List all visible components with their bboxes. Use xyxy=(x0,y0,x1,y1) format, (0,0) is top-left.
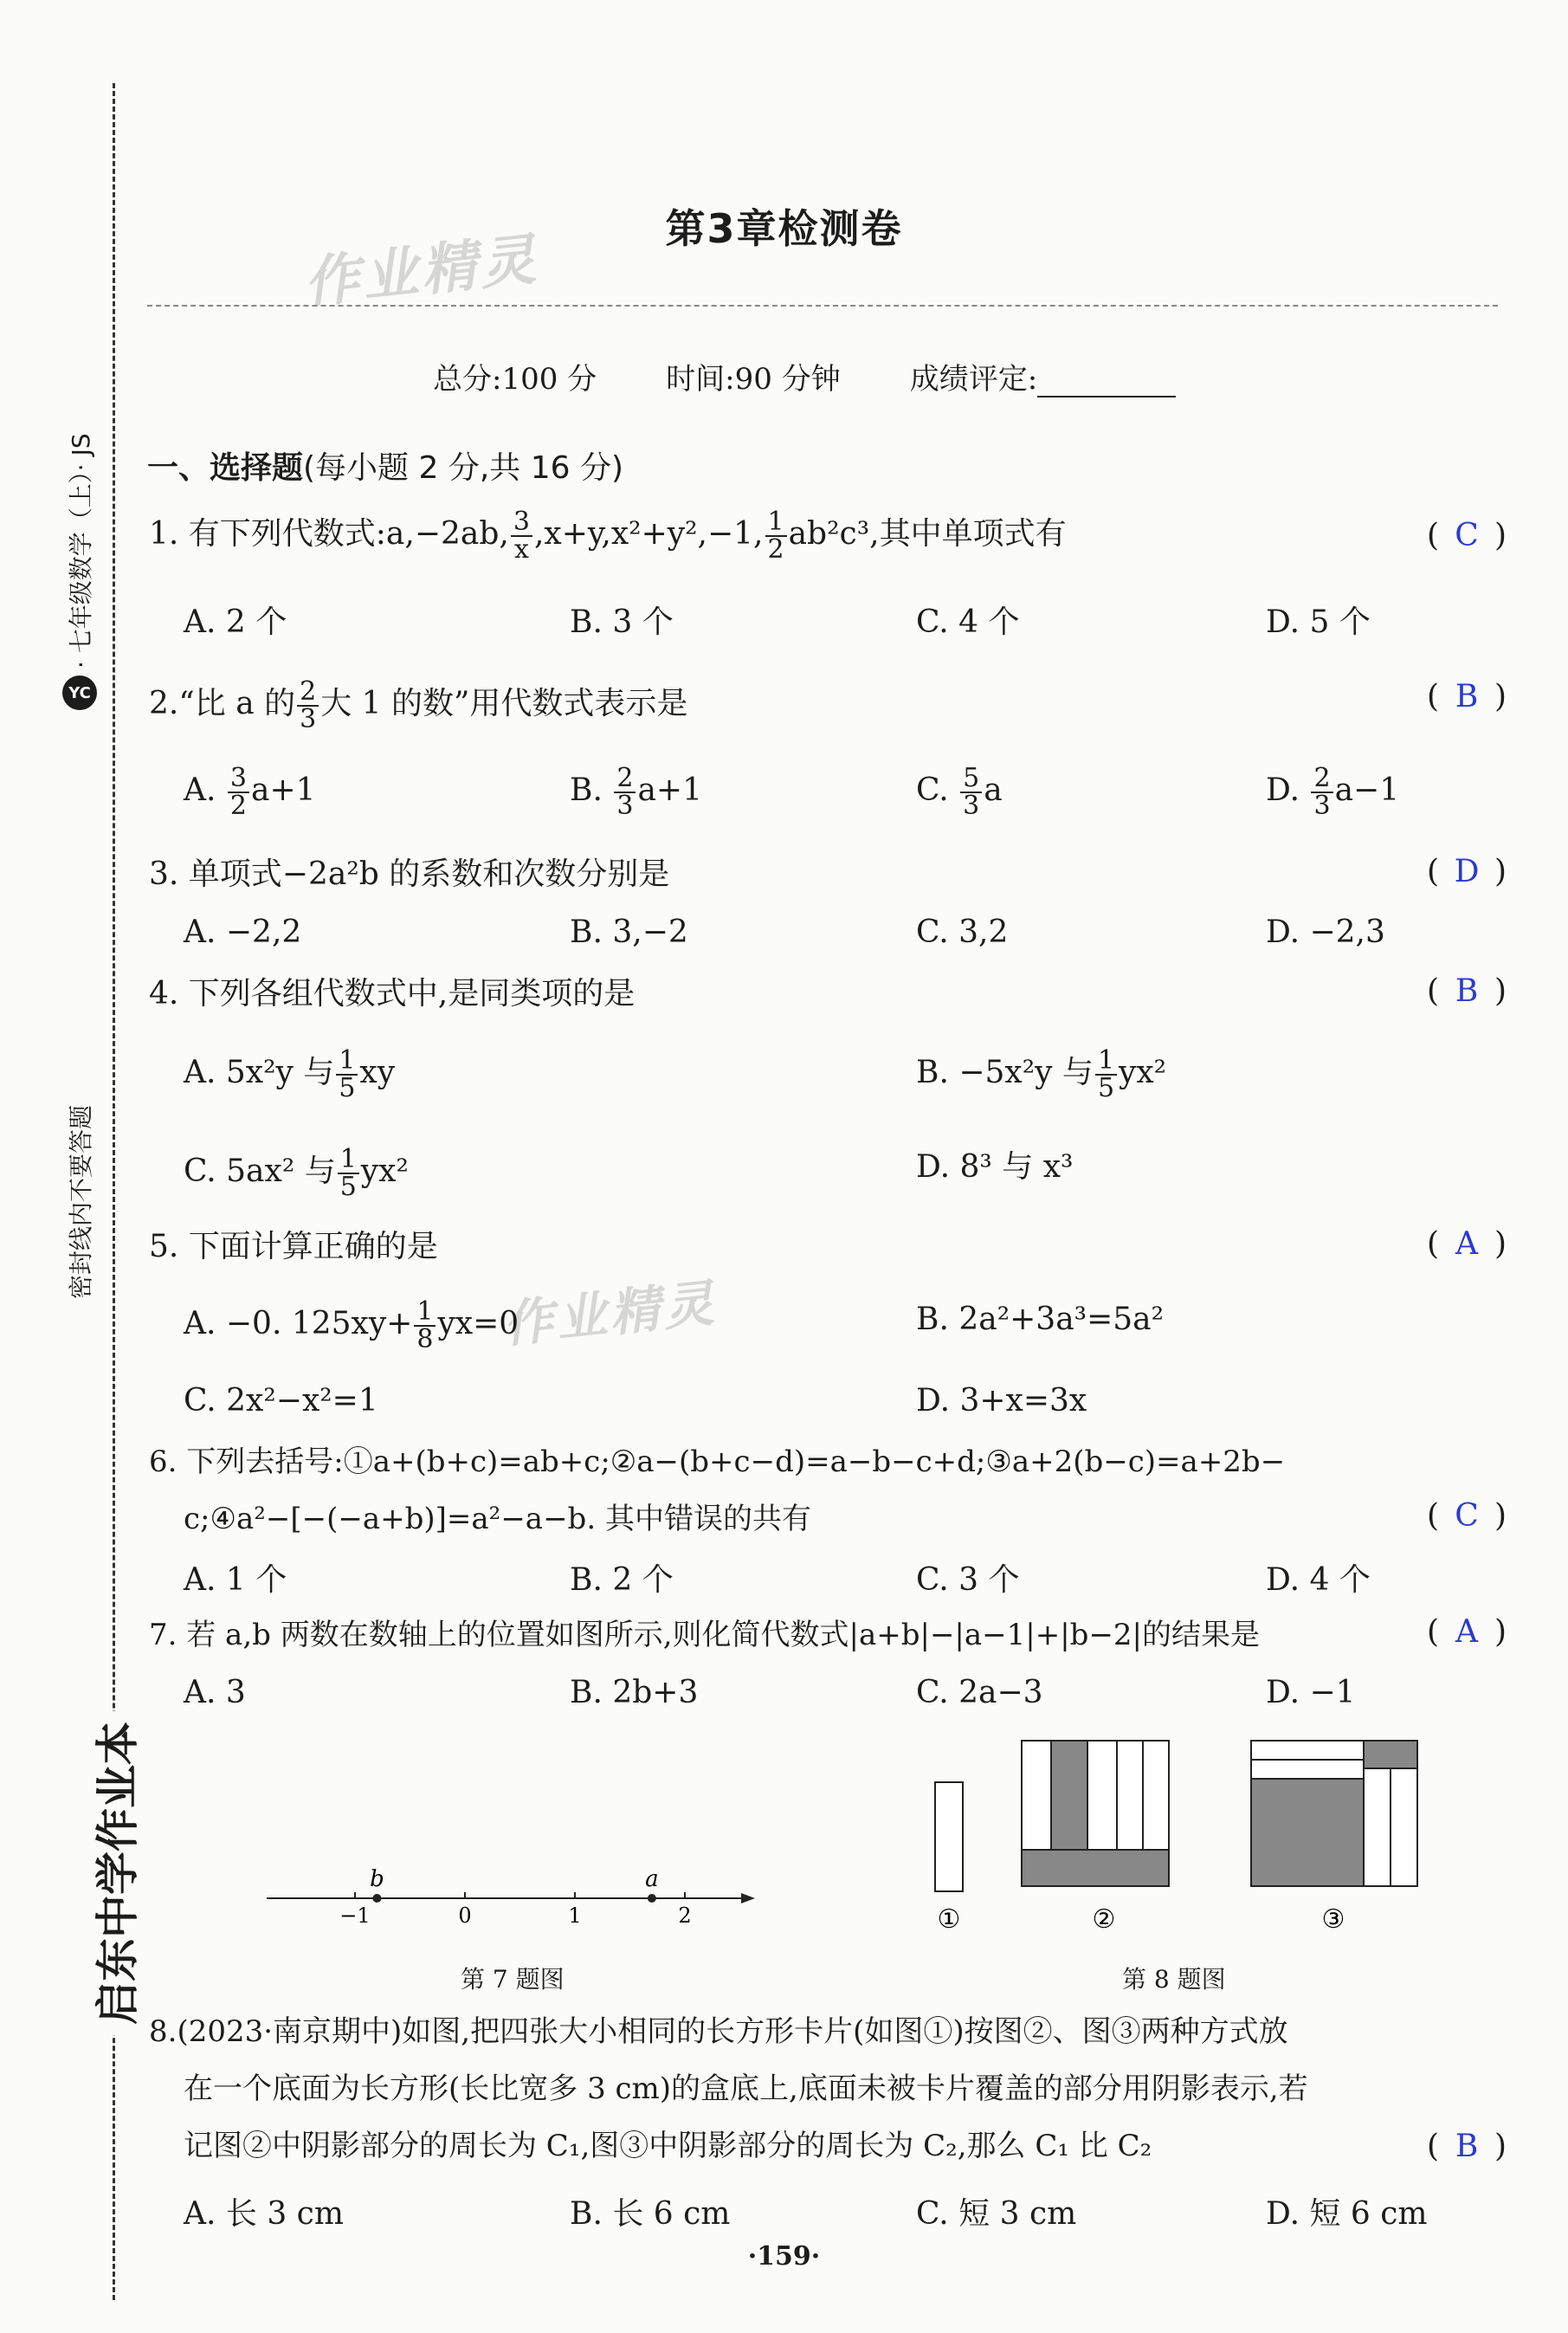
option-3d: D. −2,3 xyxy=(1266,914,1385,950)
figure-3-label: ③ xyxy=(1321,1904,1345,1935)
option-3b: B. 3,−2 xyxy=(570,914,688,950)
option-4a: A. 5x²y 与 $\frac{1}{5}$ xy xyxy=(184,1045,396,1103)
figure-2-shade-top xyxy=(1051,1741,1087,1850)
option-6d: D. 4 个 xyxy=(1266,1562,1371,1598)
option-5c: C. 2x²−x²=1 xyxy=(184,1383,378,1419)
answer-7: ( A ) xyxy=(1427,1614,1507,1650)
grade-text: · 七年级数学（上）· JS xyxy=(67,433,95,669)
question-4: 4. 下列各组代数式中,是同类项的是 xyxy=(149,976,636,1011)
question-8-line3: 记图②中阴影部分的周长为 C₁,图③中阴影部分的周长为 C₂,那么 C₁ 比 C₂ xyxy=(184,2129,1152,2163)
grade-blank[interactable] xyxy=(1037,366,1176,397)
exam-meta xyxy=(433,355,1176,397)
fraction: $\frac{3}{x}$ xyxy=(511,509,532,563)
option-1d: D. 5 个 xyxy=(1266,604,1371,640)
answer-3: ( D ) xyxy=(1427,854,1507,889)
tick-label: 0 xyxy=(458,1903,472,1928)
question-5: 5. 下面计算正确的是 xyxy=(149,1229,438,1264)
total-score: 总分:100 分 xyxy=(433,362,597,397)
tick-label: −1 xyxy=(339,1903,371,1928)
option-5d: D. 3+x=3x xyxy=(916,1383,1087,1419)
figure-2-label: ② xyxy=(1092,1904,1116,1935)
question-6-line1: 6. 下列去括号:①a+(b+c)=ab+c;②a−(b+c−d)=a−b−c+d;③a+2(b−c)=a+2b− xyxy=(149,1444,1286,1479)
option-1b: B. 3 个 xyxy=(570,604,674,640)
answer-4: ( B ) xyxy=(1427,973,1507,1009)
fraction: $\frac{1}{2}$ xyxy=(765,509,787,563)
option-4d: D. 8³ 与 x³ xyxy=(916,1149,1074,1185)
option-5b: B. 2a²+3a³=5a² xyxy=(916,1302,1165,1337)
option-4b: B. −5x²y 与 $\frac{1}{5}$ yx² xyxy=(916,1045,1167,1103)
option-5a: A. −0. 125xy+ $\frac{1}{8}$ yx=0 xyxy=(184,1296,519,1354)
number-line-figure xyxy=(260,1862,779,1940)
figure-8-caption: 第 8 题图 xyxy=(1122,1965,1226,1994)
option-1c: C. 4 个 xyxy=(916,604,1020,640)
page-title: 第3章检测卷 xyxy=(665,205,903,252)
figure-3 xyxy=(1251,1741,1417,1886)
time-limit: 时间:90 分钟 xyxy=(666,362,841,397)
grade-field: 成绩评定: xyxy=(910,355,1176,397)
option-2c: C. $\frac{5}{3}$ a xyxy=(916,763,1003,821)
option-8b: B. 长 6 cm xyxy=(570,2196,731,2232)
axis-arrow xyxy=(741,1893,755,1903)
option-3c: C. 3,2 xyxy=(916,914,1009,950)
question-7: 7. 若 a,b 两数在数轴上的位置如图所示,则化简代数式|a+b|−|a−1|+|b−2|的结果是 xyxy=(149,1618,1261,1652)
watermark-2: 作业精灵 xyxy=(500,1273,720,1354)
option-3a: A. −2,2 xyxy=(184,914,302,950)
cards-figure xyxy=(918,1732,1437,1940)
answer-2: ( B ) xyxy=(1427,679,1507,714)
watermark: 作业精灵 xyxy=(300,227,542,316)
question-8-line2: 在一个底面为长方形(长比宽多 3 cm)的盒底上,底面未被卡片覆盖的部分用阴影表示,若 xyxy=(184,2071,1308,2106)
tick-label: 1 xyxy=(568,1903,582,1928)
book-name: 启东中学作业本 xyxy=(83,1711,145,2035)
point-b-label: b xyxy=(370,1866,384,1892)
question-6-line2: c;④a²−[−(−a+b)]=a²−a−b. 其中错误的共有 xyxy=(184,1502,811,1536)
figure-1-card xyxy=(935,1782,963,1891)
fraction: $\frac{2}{3}$ xyxy=(297,679,319,733)
figure-2 xyxy=(1022,1741,1169,1886)
option-7b: B. 2b+3 xyxy=(570,1675,699,1710)
question-3: 3. 单项式−2a²b 的系数和次数分别是 xyxy=(149,856,670,892)
option-7c: C. 2a−3 xyxy=(916,1675,1043,1710)
point-b-dot xyxy=(372,1894,381,1903)
option-8d: D. 短 6 cm xyxy=(1266,2196,1428,2232)
option-1a: A. 2 个 xyxy=(184,604,287,640)
question-8-line1: 8.(2023·南京期中)如图,把四张大小相同的长方形卡片(如图①)按图②、图③两种方式放 xyxy=(149,2014,1288,2049)
page-number: ·159· xyxy=(747,2241,821,2272)
option-4c: C. 5ax² 与 $\frac{1}{5}$ yx² xyxy=(184,1144,409,1202)
answer-5: ( A ) xyxy=(1427,1226,1507,1262)
answer-6: ( C ) xyxy=(1427,1498,1507,1534)
seal-warning: 密封线内不要答题 xyxy=(62,1096,97,1308)
grade-label xyxy=(62,424,97,719)
option-6b: B. 2 个 xyxy=(570,1562,674,1598)
option-6c: C. 3 个 xyxy=(916,1562,1020,1598)
figure-2-shade-bottom xyxy=(1022,1850,1169,1886)
point-a-dot xyxy=(648,1894,656,1903)
option-8a: A. 长 3 cm xyxy=(184,2196,344,2232)
option-2b: B. $\frac{2}{3}$ a+1 xyxy=(570,763,702,821)
option-8c: C. 短 3 cm xyxy=(916,2196,1077,2232)
option-6a: A. 1 个 xyxy=(184,1562,287,1598)
header-divider xyxy=(147,305,1498,307)
answer-1: ( C ) xyxy=(1427,518,1507,553)
answer-8: ( B ) xyxy=(1427,2129,1507,2164)
question-1: 1. 有下列代数式:a,−2ab, $\frac{3}{x}$ ,x+y,x²+y²,−1, $\frac{1}{2}$ ab²c³,其中单项式有 xyxy=(149,507,1067,565)
publisher-logo: YC xyxy=(62,675,97,710)
figure-7-caption: 第 7 题图 xyxy=(461,1965,565,1994)
option-2a: A. $\frac{3}{2}$ a+1 xyxy=(184,763,316,821)
figure-1-label: ① xyxy=(937,1904,961,1935)
question-2: 2.“比 a 的 $\frac{2}{3}$ 大 1 的数”用代数式表示是 xyxy=(149,676,688,734)
option-7d: D. −1 xyxy=(1266,1675,1356,1710)
point-a-label: a xyxy=(645,1866,659,1892)
option-2d: D. $\frac{2}{3}$ a−1 xyxy=(1266,763,1400,821)
tick-label: 2 xyxy=(678,1903,692,1928)
section-heading: 一、选择题(每小题 2 分,共 16 分) xyxy=(147,450,624,486)
option-7a: A. 3 xyxy=(184,1675,246,1710)
